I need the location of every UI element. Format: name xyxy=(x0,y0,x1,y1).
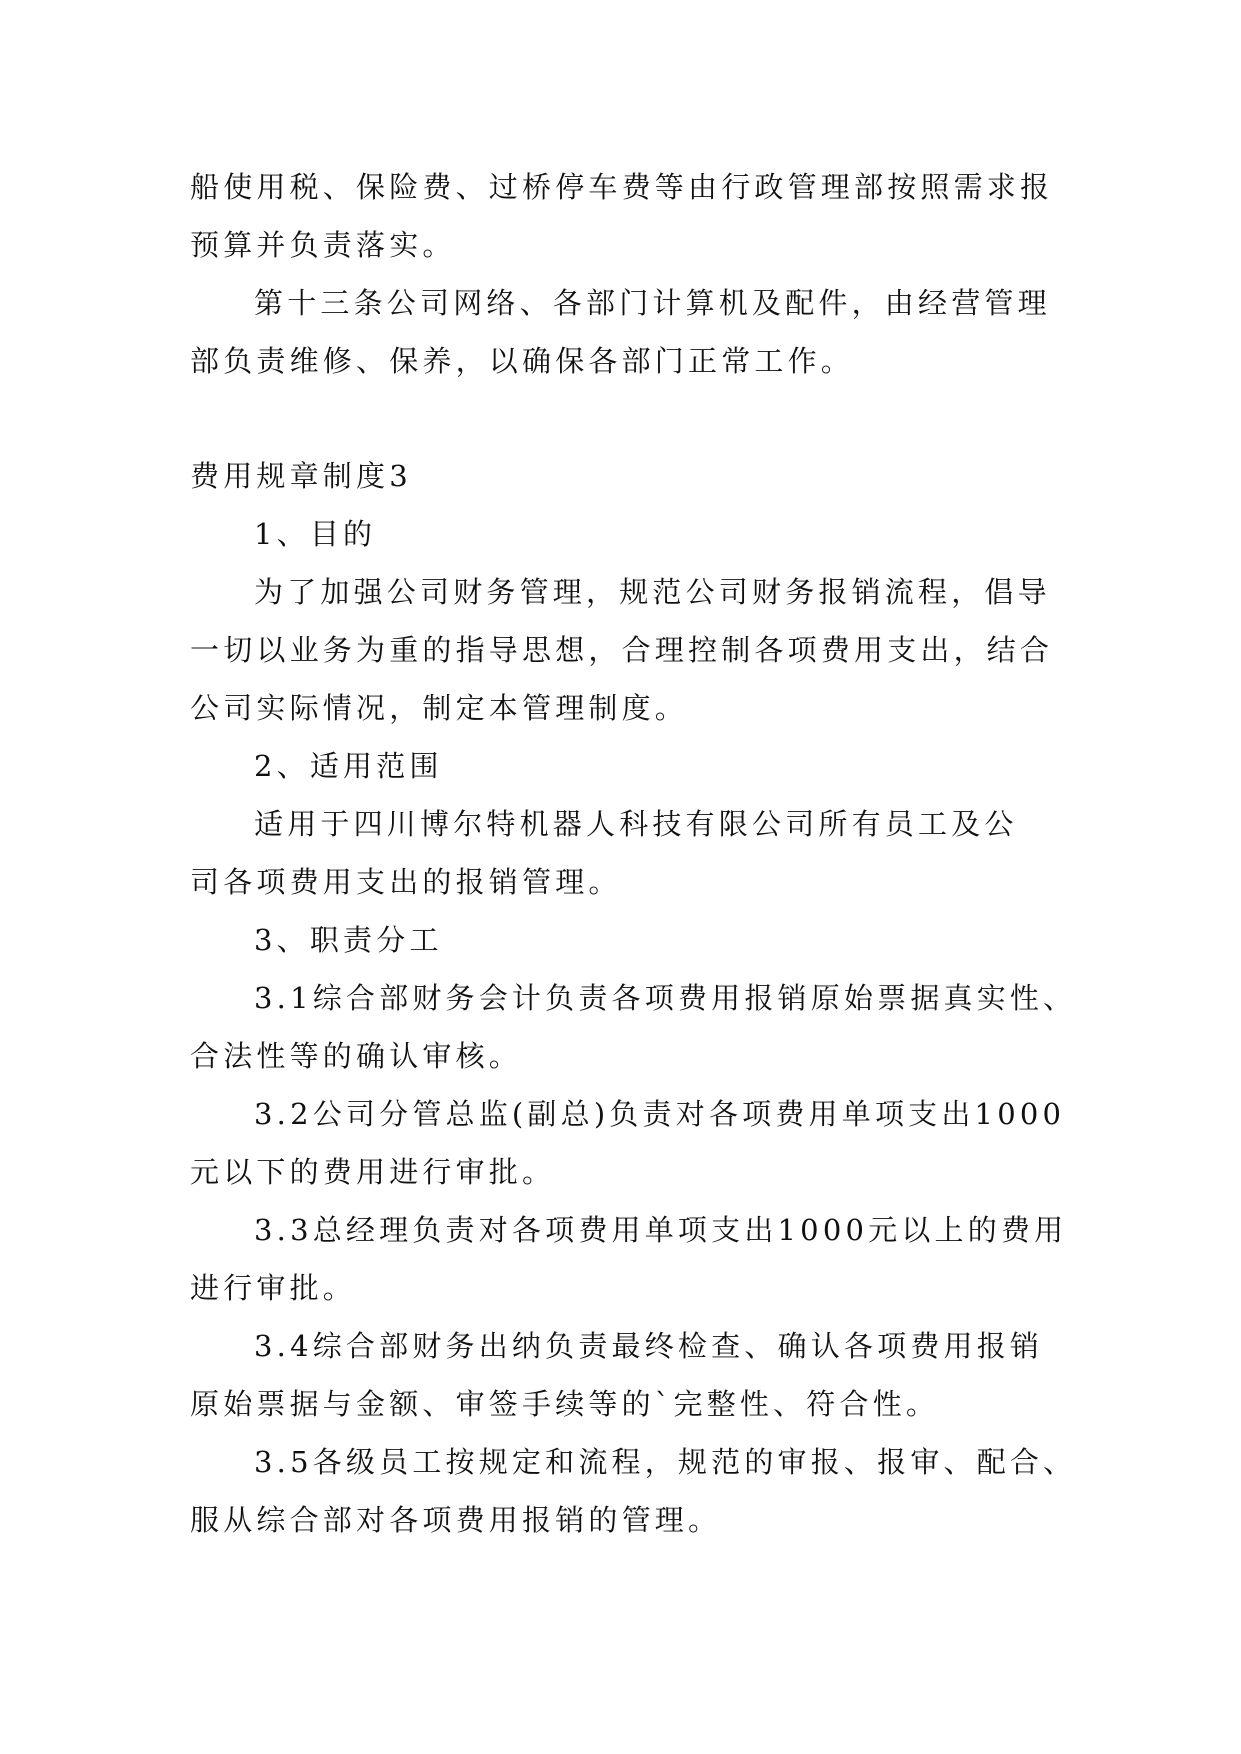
scope-line-1: 适用于四川博尔特机器人科技有限公司所有员工及公 xyxy=(254,807,1018,841)
item-3-2-line-2: 元以下的费用进行审批。 xyxy=(190,1155,556,1189)
heading-scope: 2、适用范围 xyxy=(254,749,443,783)
item-3-3-line-1: 3.3总经理负责对各项费用单项支出1000元以上的费用 xyxy=(254,1213,1068,1247)
article-13-line-2: 部负责维修、保养，以确保各部门正常工作。 xyxy=(190,344,855,378)
item-3-2-line-1: 3.2公司分管总监(副总)负责对各项费用单项支出1000 xyxy=(254,1097,1066,1131)
section-title: 费用规章制度3 xyxy=(190,459,412,493)
scope-line-2: 司各项费用支出的报销管理。 xyxy=(190,865,622,899)
item-3-1-line-2: 合法性等的确认审核。 xyxy=(190,1039,523,1073)
item-3-5-line-1: 3.5各级员工按规定和流程，规范的审报、报审、配合、 xyxy=(254,1445,1077,1479)
item-3-3-line-2: 进行审批。 xyxy=(190,1271,357,1305)
text-line-1: 船使用税、保险费、过桥停车费等由行政管理部按照需求报 xyxy=(190,170,1054,204)
purpose-line-1: 为了加强公司财务管理，规范公司财务报销流程，倡导 xyxy=(254,575,1051,609)
purpose-line-2: 一切以业务为重的指导思想，合理控制各项费用支出，结合 xyxy=(190,633,1054,667)
purpose-line-3: 公司实际情况，制定本管理制度。 xyxy=(190,691,689,725)
article-13-line-1: 第十三条公司网络、各部门计算机及配件，由经营管理 xyxy=(254,286,1051,320)
item-3-5-line-2: 服从综合部对各项费用报销的管理。 xyxy=(190,1503,722,1537)
item-3-4-line-2: 原始票据与金额、审签手续等的`完整性、符合性。 xyxy=(190,1387,940,1421)
text-line-2: 预算并负责落实。 xyxy=(190,228,456,262)
heading-purpose: 1、目的 xyxy=(254,517,377,551)
item-3-4-line-1: 3.4综合部财务出纳负责最终检查、确认各项费用报销 xyxy=(254,1329,1044,1363)
heading-responsibilities: 3、职责分工 xyxy=(254,923,443,957)
item-3-1-line-1: 3.1综合部财务会计负责各项费用报销原始票据真实性、 xyxy=(254,981,1077,1015)
